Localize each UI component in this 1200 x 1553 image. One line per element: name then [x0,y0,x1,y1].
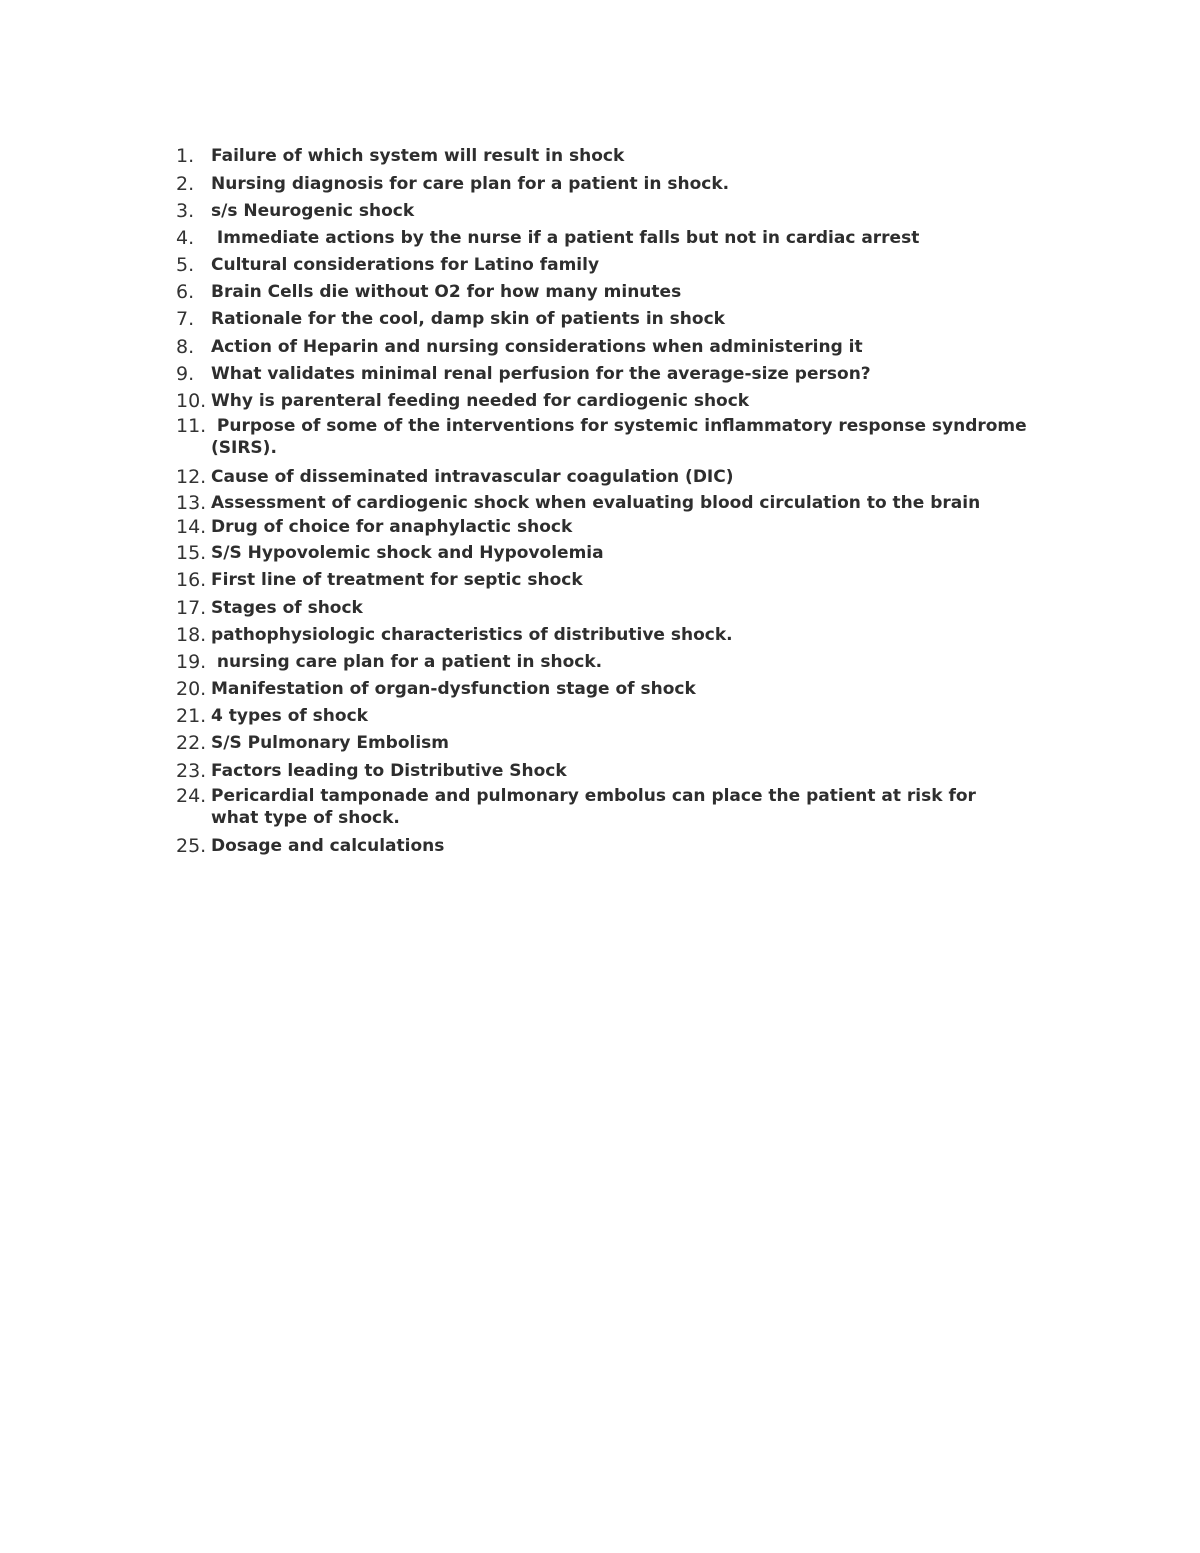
item-text: 4 types of shock [211,706,368,726]
item-number: 14. [176,516,207,538]
list-item [176,785,1076,833]
item-text: Cultural considerations for Latino family [211,255,600,275]
list-item [176,540,1076,567]
question-list [176,143,1076,860]
item-text: Nursing diagnosis for care plan for a patient in shock. [211,174,730,194]
item-text: Rationale for the cool, damp skin of patients in shock [211,309,725,329]
item-number: 2. [176,173,195,195]
item-number: 13. [176,492,207,514]
item-text: pathophysiologic characteristics of distributive shock. [211,625,733,645]
item-text: Brain Cells die without O2 for how many minutes [211,282,682,302]
item-number: 24. [176,785,207,807]
item-number: 10. [176,390,207,412]
item-text: Purpose of some of the interventions for systemic inflammatory response syndrome (SIRS). [211,416,1033,458]
item-number: 5. [176,254,195,276]
item-number: 23. [176,760,207,782]
item-text: First line of treatment for septic shock [211,570,583,590]
item-text: Drug of choice for anaphylactic shock [211,517,573,537]
item-number: 1. [176,145,195,167]
list-item [176,306,1076,333]
item-text: Factors leading to Distributive Shock [211,761,567,781]
item-text: Pericardial tamponade and pulmonary embolus can place the patient at risk for what type of shock. [211,786,982,828]
item-text: Stages of shock [211,598,363,618]
list-item [176,225,1076,252]
item-number: 17. [176,597,207,619]
list-item [176,594,1076,622]
item-text: s/s Neurogenic shock [211,201,415,221]
item-text: What validates minimal renal perfusion for the average-size person? [211,364,871,384]
list-item [176,388,1076,415]
item-text: Immediate actions by the nurse if a patient falls but not in cardiac arrest [211,228,920,248]
list-item [176,252,1076,279]
list-item [176,833,1076,860]
item-text: nursing care plan for a patient in shock. [211,652,603,672]
list-item [176,676,1076,703]
item-number: 22. [176,732,207,754]
list-item [176,730,1076,757]
item-text: Assessment of cardiogenic shock when evaluating blood circulation to the brain [211,493,981,513]
item-number: 9. [176,363,195,385]
item-number: 12. [176,466,207,488]
list-item [176,703,1076,730]
list-item [176,515,1076,540]
list-item [176,198,1076,225]
list-item [176,567,1076,594]
list-item [176,463,1076,491]
item-text: Why is parenteral feeding needed for cardiogenic shock [211,391,750,411]
list-item [176,170,1076,198]
list-item [176,279,1076,306]
item-number: 21. [176,705,207,727]
list-item [176,415,1076,463]
list-item [176,649,1076,676]
list-item [176,757,1076,785]
list-item [176,361,1076,388]
item-text: S/S Pulmonary Embolism [211,733,450,753]
item-number: 8. [176,336,195,358]
item-text: Cause of disseminated intravascular coagulation (DIC) [211,467,734,487]
list-item [176,491,1076,515]
item-number: 11. [176,415,207,437]
item-number: 15. [176,542,207,564]
item-number: 25. [176,835,207,857]
item-text: Manifestation of organ-dysfunction stage of shock [211,679,696,699]
item-text: Action of Heparin and nursing considerations when administering it [211,337,863,357]
item-number: 18. [176,624,207,646]
item-text: Dosage and calculations [211,836,445,856]
item-number: 4. [176,227,195,249]
item-number: 19. [176,651,207,673]
item-number: 3. [176,200,195,222]
list-item [176,143,1076,170]
item-number: 6. [176,281,195,303]
item-text: S/S Hypovolemic shock and Hypovolemia [211,543,604,563]
item-number: 7. [176,308,195,330]
item-number: 20. [176,678,207,700]
list-item [176,622,1076,649]
item-text: Failure of which system will result in shock [211,146,625,166]
list-item [176,333,1076,361]
item-number: 16. [176,569,207,591]
